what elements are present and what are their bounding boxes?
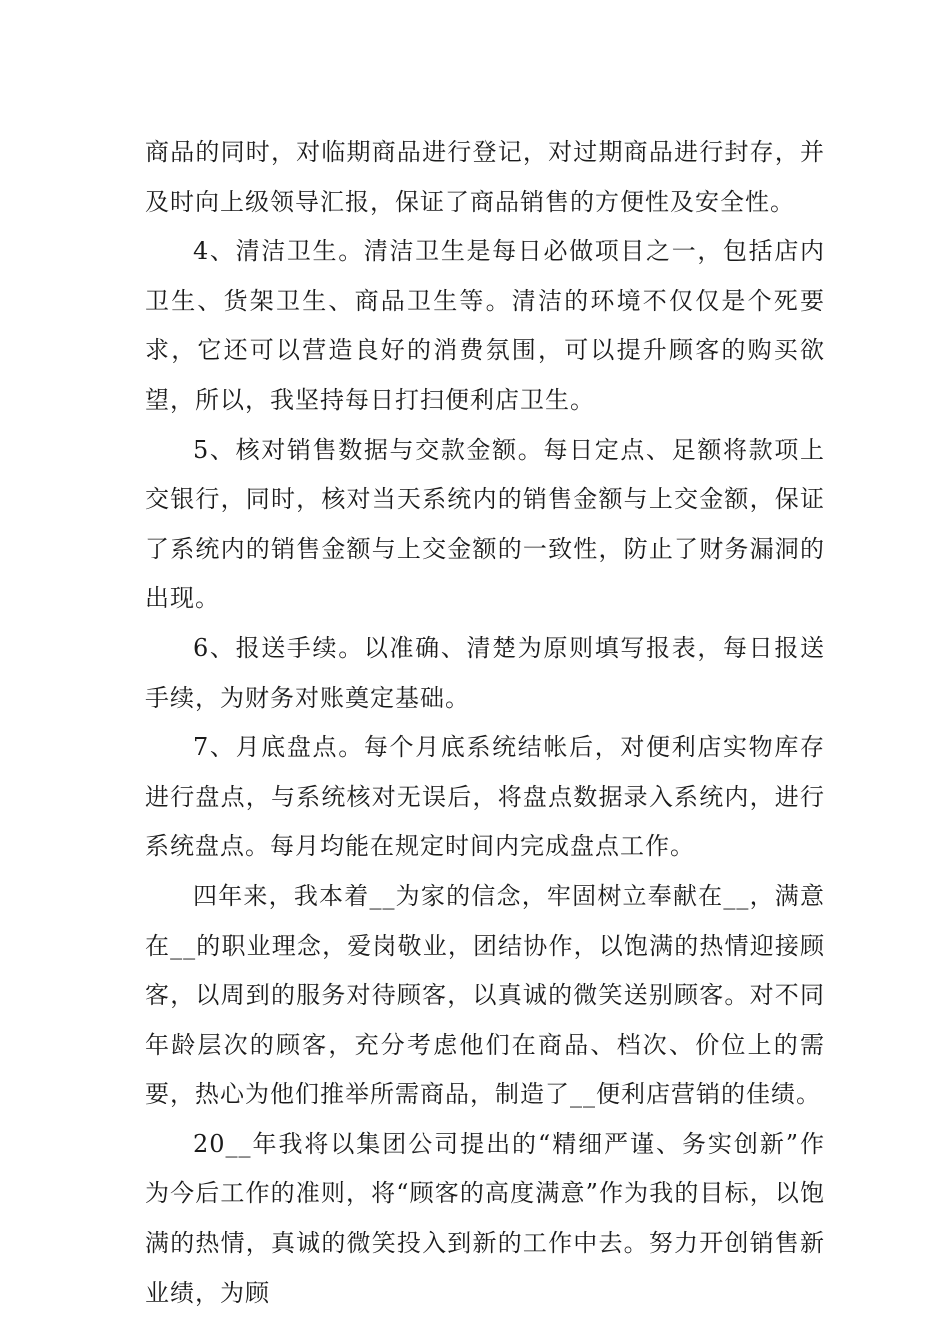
paragraph-item-7-inventory: 7、月底盘点。每个月底系统结帐后，对便利店实物库存进行盘点，与系统核对无误后，将盘点数据录入系统内，进行系统盘点。每月均能在规定时间内完成盘点工作。 xyxy=(145,733,825,861)
paragraph-next-year-plan: 20__年我将以集团公司提出的“精细严谨、务实创新”作为今后工作的准则，将“顾客的高度满意”作为我的目标，以饱满的热情，真诚的微笑投入到新的工作中去。努力开创销售新业绩，为顾 xyxy=(145,1129,825,1307)
paragraph-item-5-sales-reconciliation: 5、核对销售数据与交款金额。每日定点、足额将款项上交银行，同时，核对当天系统内的销售金额与上交金额，保证了系统内的销售金额与上交金额的一致性，防止了财务漏洞的出现。 xyxy=(145,435,825,613)
paragraph-item-6-reporting: 6、报送手续。以准确、清楚为原则填写报表，每日报送手续，为财务对账奠定基础。 xyxy=(145,633,825,712)
paragraph-four-years-summary: 四年来，我本着__为家的信念，牢固树立奉献在__，满意在__的职业理念，爱岗敬业，团结协作，以饱满的热情迎接顾客，以周到的服务对待顾客，以真诚的微笑送别顾客。对不同年龄层次的顾客，充分考虑他们在商品、档次、价位上的需要，热心为他们推举所需商品，制造了__便利店营销的佳绩。 xyxy=(145,881,825,1109)
document-body xyxy=(145,128,825,1318)
paragraph-continuation: 商品的同时，对临期商品进行登记，对过期商品进行封存，并及时向上级领导汇报，保证了商品销售的方便性及安全性。 xyxy=(145,138,825,216)
paragraph-item-4-cleaning: 4、清洁卫生。清洁卫生是每日必做项目之一，包括店内卫生、货架卫生、商品卫生等。清洁的环境不仅仅是个死要求，它还可以营造良好的消费氛围，可以提升顾客的购买欲望，所以，我坚持每日打扫便利店卫生。 xyxy=(145,237,825,414)
